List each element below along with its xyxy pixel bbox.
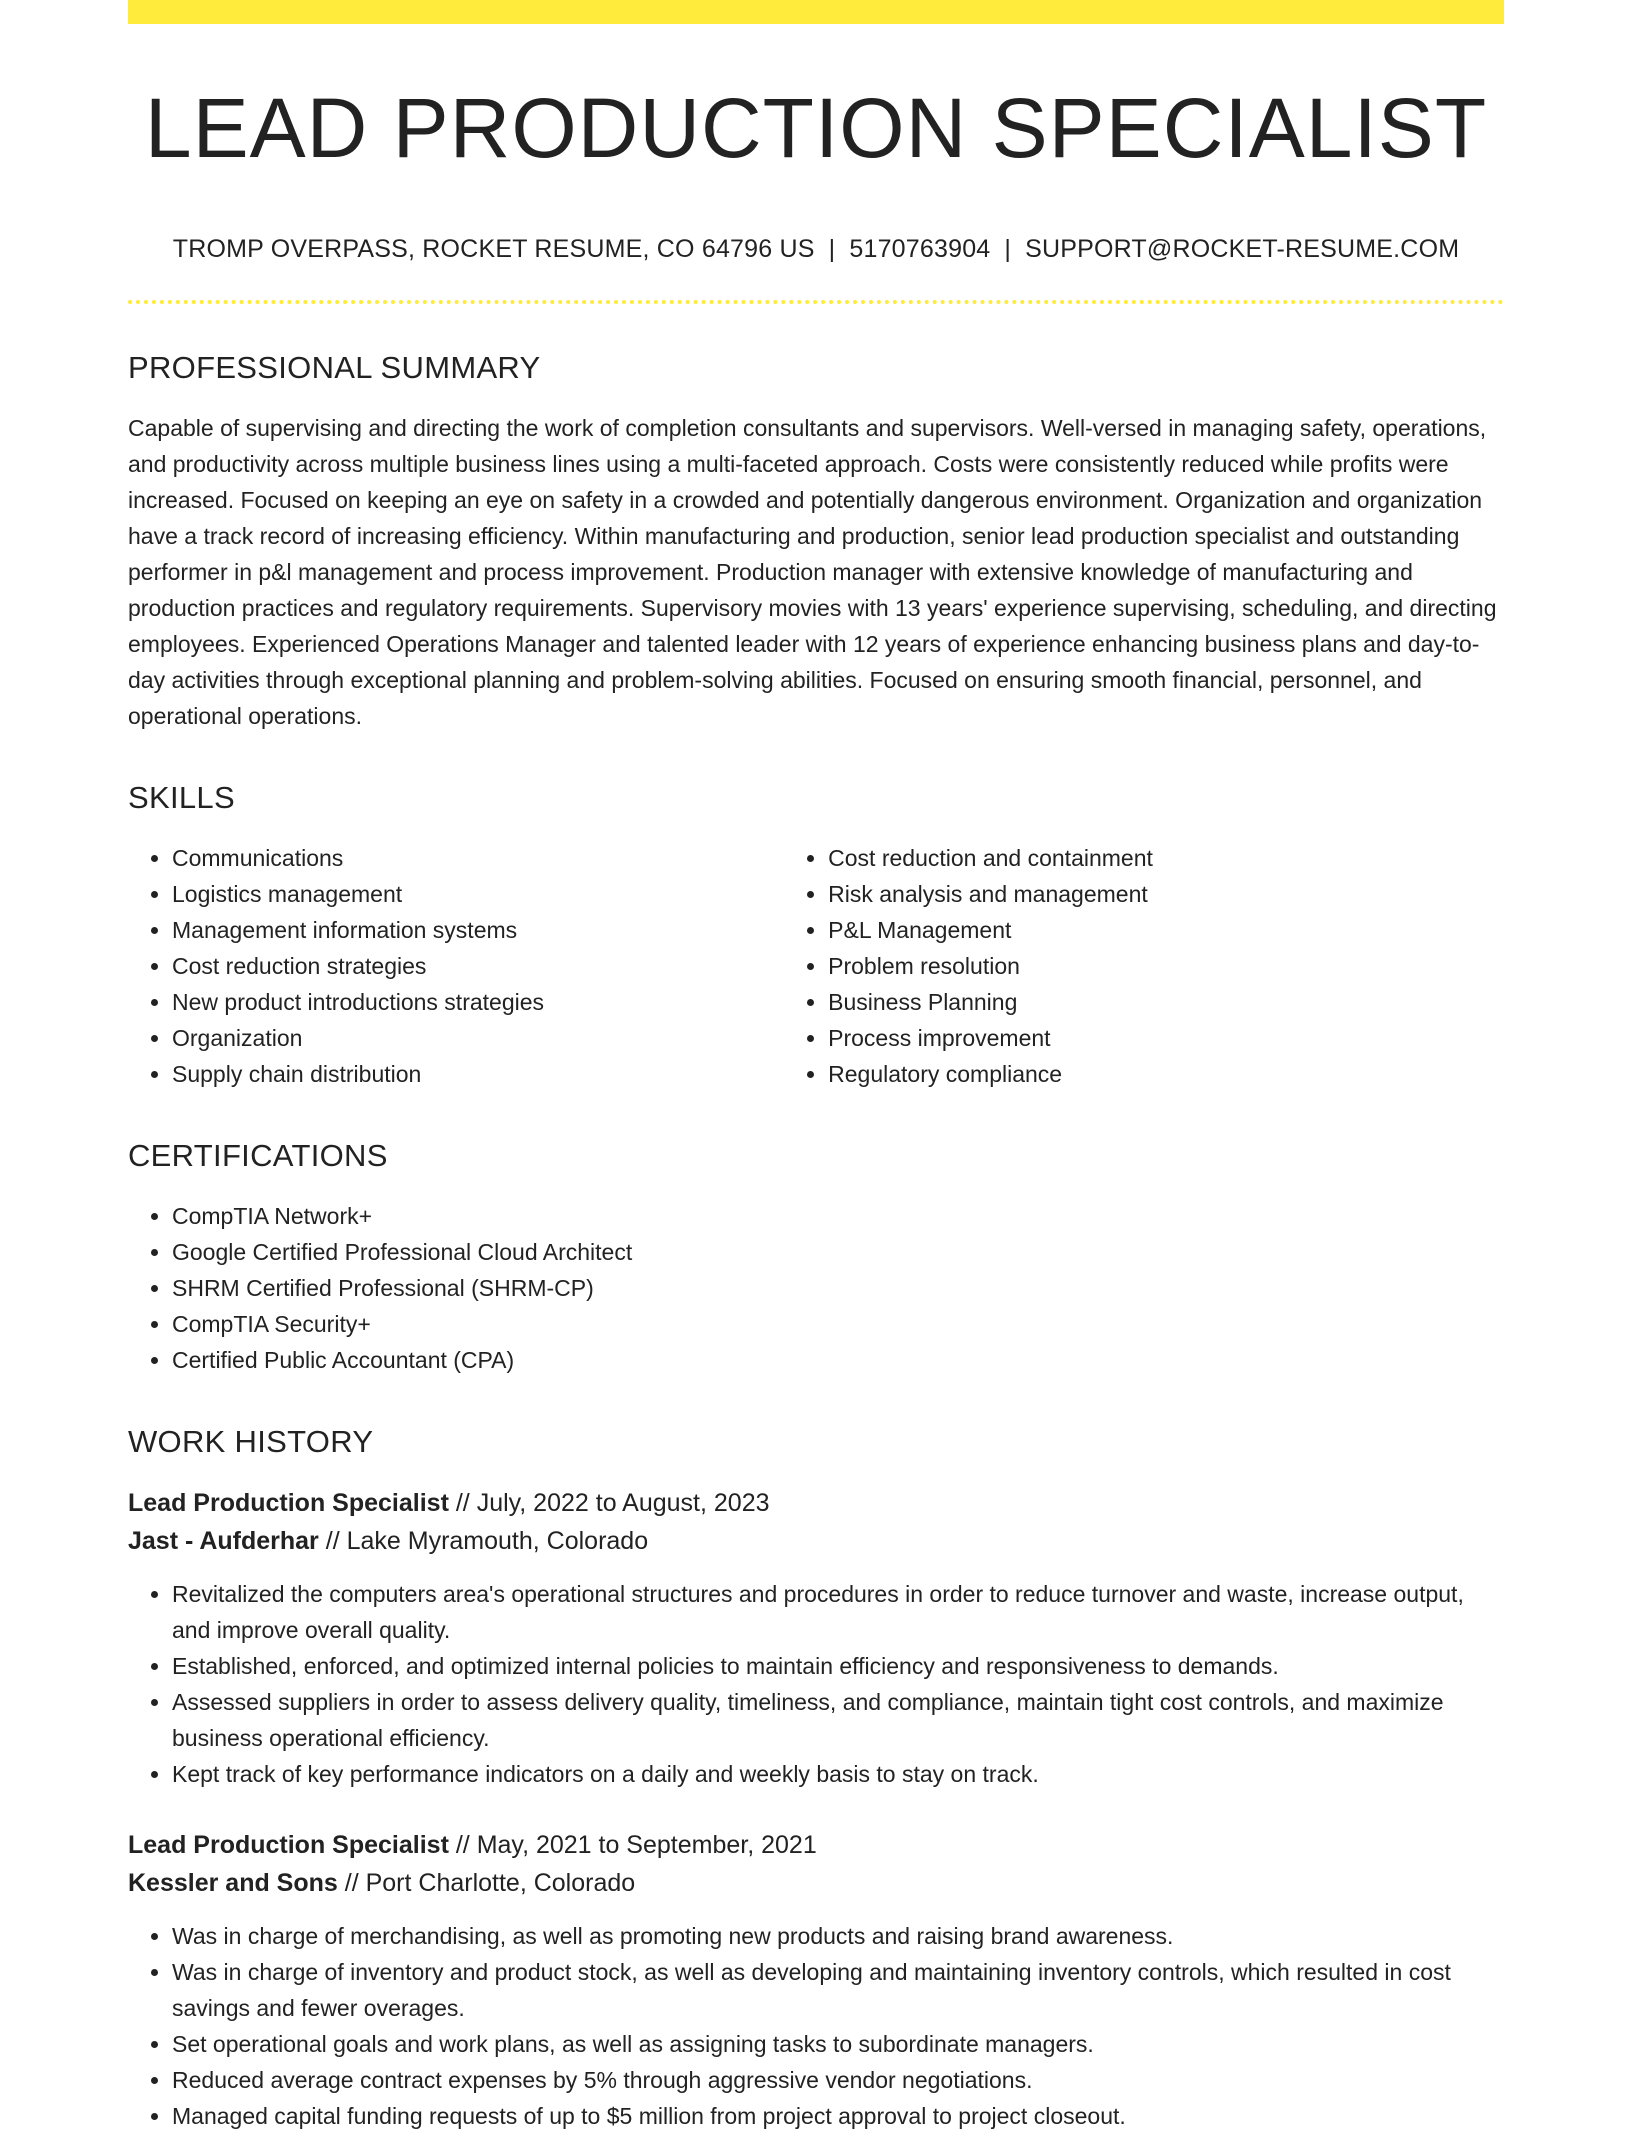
certifications-heading: CERTIFICATIONS [128,1137,388,1173]
dotted-divider [128,300,1504,304]
job-entry [128,1826,1504,2134]
job-dates: // July, 2022 to August, 2023 [448,1489,770,1518]
skill-item: • Regulatory compliance [828,1056,1504,1092]
skill-item: • Business Planning [828,984,1504,1020]
resume-title: LEAD PRODUCTION SPECIALIST [144,81,1488,175]
job-bullets [128,1918,1504,2134]
job-bullets [128,1576,1504,1792]
job-title: Lead Production Specialist [128,1831,449,1860]
skills-heading: SKILLS [128,779,235,815]
contact-line [128,235,1504,264]
certification-item: • Certified Public Accountant (CPA) [172,1342,1504,1378]
certification-item: • CompTIA Security+ [172,1306,1504,1342]
job-entry [128,1484,1504,1792]
skill-item: • New product introductions strategies [172,984,784,1020]
skill-item: • Problem resolution [828,948,1504,984]
job-dates: // May, 2021 to September, 2021 [448,1831,817,1860]
job-location: // Lake Myramouth, Colorado [318,1527,649,1556]
skill-item: • Cost reduction and containment [828,840,1504,876]
job-company-line [128,1522,1504,1560]
certification-item: • SHRM Certified Professional (SHRM-CP) [172,1270,1504,1306]
skill-item: • Management information systems [172,912,784,948]
skill-item: • Supply chain distribution [172,1056,784,1092]
skill-item: • Cost reduction strategies [172,948,784,984]
skill-item: • Logistics management [172,876,784,912]
job-company-line [128,1864,1504,1902]
contact-separator: | [1004,234,1012,263]
skills-left-list [128,840,784,1092]
job-location: // Port Charlotte, Colorado [337,1869,636,1898]
work-history-heading: WORK HISTORY [128,1424,374,1460]
skill-item: • Organization [172,1020,784,1056]
contact-address: TROMP OVERPASS, ROCKET RESUME, CO 64796 US [172,234,815,263]
certification-item: • CompTIA Network+ [172,1198,1504,1234]
job-title-line [128,1826,1504,1864]
skills-right-list [784,840,1504,1092]
contact-phone: 5170763904 [849,234,991,263]
contact-separator: | [828,234,836,263]
resume-page [128,0,1504,2134]
job-bullet: • Was in charge of merchandising, as well as promoting new products and raising brand awareness. [172,1918,1504,1954]
job-company: Jast - Aufderhar [128,1527,319,1556]
skill-item: • Risk analysis and management [828,876,1504,912]
summary-heading: PROFESSIONAL SUMMARY [128,349,541,385]
job-bullet: • Set operational goals and work plans, as well as assigning tasks to subordinate managers. [172,2026,1504,2062]
skills-columns [128,840,1504,1092]
summary-text: Capable of supervising and directing the work of completion consultants and supervisors. Well-versed in managing safety, operations, and productivity across multiple business lines using a multi-faceted approach. Costs were consistently reduced while profits were increased. Focused on keeping an eye on safety in a crowded and potentially dangerous environment. Organization and organization have a track record of increasing efficiency. Within manufacturing and production, senior lead production specialist and outstanding performer in p&l management and process improvement. Production manager with extensive knowledge of manufacturing and production practices and regulatory requirements. Supervisory movies with 13 years' experience supervising, scheduling, and directing employees. Experienced Operations Manager and talented leader with 12 years of experience enhancing business plans and day-to-day activities through exceptional planning and problem-solving abilities. Focused on ensuring smooth financial, personnel, and operational operations. [128,414,1497,729]
certification-item: • Google Certified Professional Cloud Architect [172,1234,1504,1270]
accent-top-bar [128,0,1504,24]
job-company: Kessler and Sons [128,1869,338,1898]
job-bullet: • Revitalized the computers area's operational structures and procedures in order to reduce turnover and waste, increase output, and improve overall quality. [172,1576,1504,1648]
job-title-line [128,1484,1504,1522]
contact-email: SUPPORT@ROCKET-RESUME.COM [1025,234,1460,263]
job-title: Lead Production Specialist [128,1489,449,1518]
job-bullet: • Kept track of key performance indicators on a daily and weekly basis to stay on track. [172,1756,1504,1792]
skill-item: • Communications [172,840,784,876]
skill-item: • P&L Management [828,912,1504,948]
job-bullet: • Reduced average contract expenses by 5% through aggressive vendor negotiations. [172,2062,1504,2098]
certifications-list [128,1198,1504,1378]
skill-item: • Process improvement [828,1020,1504,1056]
job-bullet: • Assessed suppliers in order to assess delivery quality, timeliness, and compliance, maintain tight cost controls, and maximize business operational efficiency. [172,1684,1504,1756]
job-bullet: • Was in charge of inventory and product stock, as well as developing and maintaining inventory controls, which resulted in cost savings and fewer overages. [172,1954,1504,2026]
job-bullet: • Established, enforced, and optimized internal policies to maintain efficiency and responsiveness to demands. [172,1648,1504,1684]
job-bullet: • Managed capital funding requests of up to $5 million from project approval to project closeout. [172,2098,1504,2134]
